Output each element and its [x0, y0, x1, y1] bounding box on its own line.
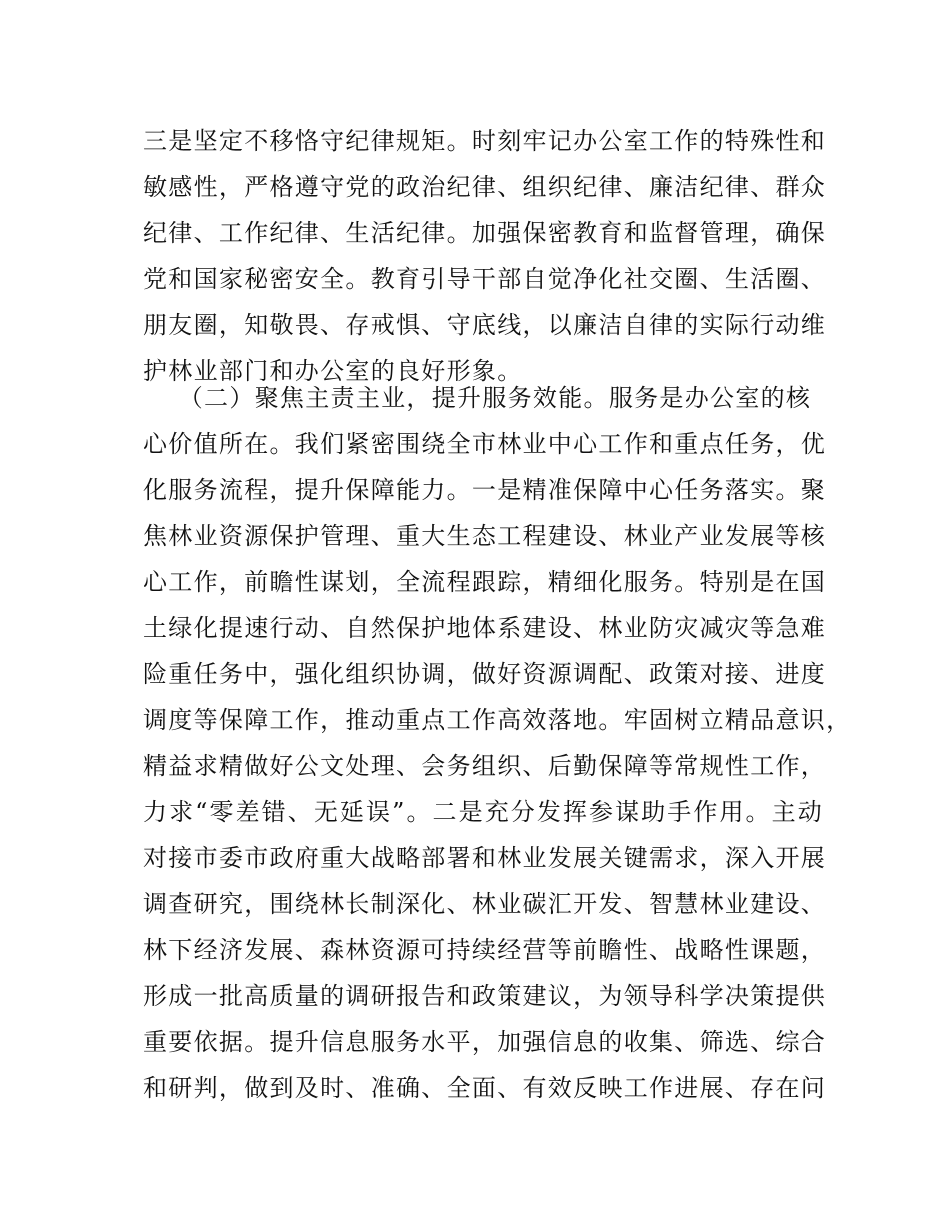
- text-line: 纪律、工作纪律、生活纪律。加强保密教育和监督管理，确保: [143, 219, 827, 247]
- text-line: 调查研究，围绕林长制深化、林业碳汇开发、智慧林业建设、: [143, 890, 827, 918]
- text-line: （二）聚焦主责主业，提升服务效能。服务是办公室的核: [143, 384, 812, 412]
- text-line: 重要依据。提升信息服务水平，加强信息的收集、筛选、综合: [143, 1028, 827, 1056]
- text-line: 林下经济发展、森林资源可持续经营等前瞻性、战略性课题，: [143, 936, 827, 964]
- text-line: 焦林业资源保护管理、重大生态工程建设、林业产业发展等核: [143, 522, 827, 550]
- text-line: 护林业部门和办公室的良好形象。: [143, 357, 523, 385]
- text-line: 精益求精做好公文处理、会务组织、后勤保障等常规性工作，: [143, 752, 827, 780]
- text-line: 三是坚定不移恪守纪律规矩。时刻牢记办公室工作的特殊性和: [143, 127, 827, 155]
- paragraph-service-efficiency: [143, 375, 852, 1111]
- text-line: 形成一批高质量的调研报告和政策建议，为领导科学决策提供: [143, 982, 827, 1010]
- text-line: 对接市委市政府重大战略部署和林业发展关键需求，深入开展: [143, 844, 827, 872]
- text-line: 心工作，前瞻性谋划，全流程跟踪，精细化服务。特别是在国: [143, 568, 827, 596]
- text-line: 党和国家秘密安全。教育引导干部自觉净化社交圈、生活圈、: [143, 265, 827, 293]
- text-line: 朋友圈，知敬畏、存戒惧、守底线，以廉洁自律的实际行动维: [143, 311, 827, 339]
- text-line: 心价值所在。我们紧密围绕全市林业中心工作和重点任务，优: [143, 430, 827, 458]
- text-line: 和研判，做到及时、准确、全面、有效反映工作进展、存在问: [143, 1074, 827, 1102]
- text-line: 土绿化提速行动、自然保护地体系建设、林业防灾减灾等急难: [143, 614, 827, 642]
- text-line: 化服务流程，提升保障能力。一是精准保障中心任务落实。聚: [143, 476, 827, 504]
- text-line: 敏感性，严格遵守党的政治纪律、组织纪律、廉洁纪律、群众: [143, 173, 827, 201]
- text-line: 险重任务中，强化组织协调，做好资源调配、政策对接、进度: [143, 660, 827, 688]
- text-line: 力求“零差错、无延误”。二是充分发挥参谋助手作用。主动: [143, 798, 823, 826]
- paragraph-discipline: [143, 118, 827, 394]
- text-line: 调度等保障工作，推动重点工作高效落地。牢固树立精品意识，: [143, 706, 852, 734]
